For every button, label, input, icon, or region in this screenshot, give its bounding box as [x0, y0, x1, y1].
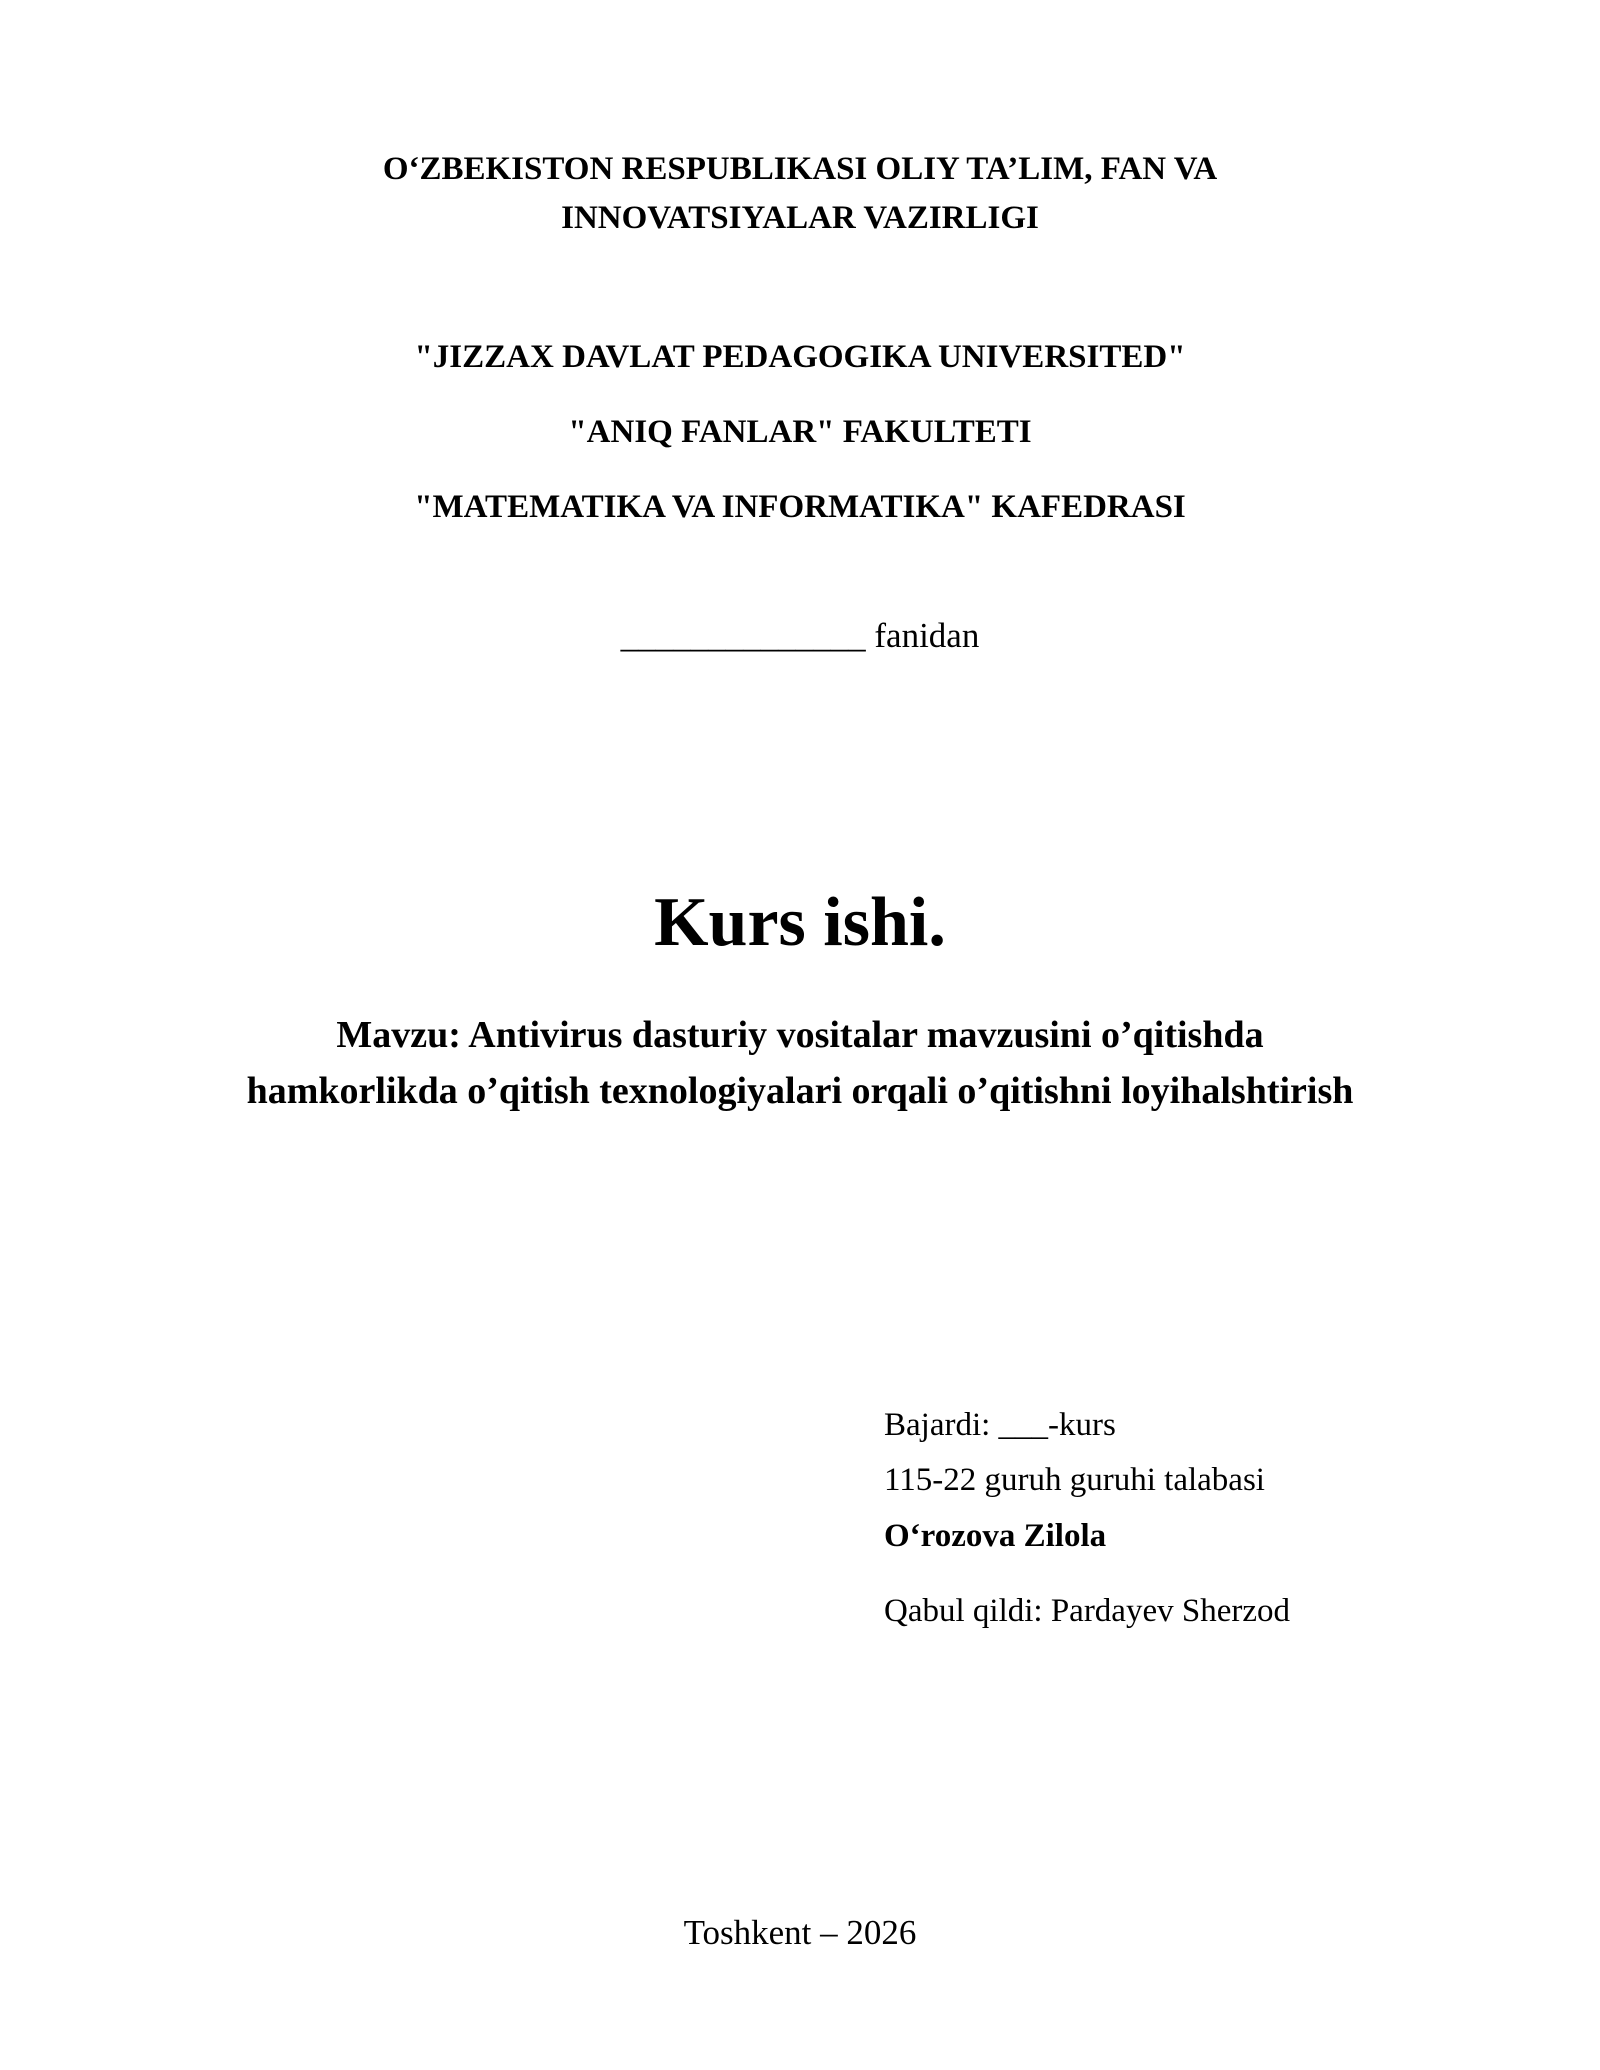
- ministry-line-2: INNOVATSIYALAR VAZIRLIGI: [561, 200, 1039, 236]
- faculty-name: "ANIQ FANLAR" FAKULTETI: [568, 414, 1032, 450]
- accepted-by: Qabul qildi: Pardayev Sherzod: [884, 1593, 1290, 1629]
- topic-line-2: hamkorlikda o’qitish texnologiyalari orqali o’qitishni loyihalshtirish: [246, 1070, 1354, 1112]
- student-name: O‘rozova Zilola: [884, 1518, 1107, 1554]
- ministry-line-1: O‘ZBEKISTON RESPUBLIKASI OLIY TA’LIM, FAN VA: [382, 151, 1218, 187]
- department-name: "MATEMATIKA VA INFORMATIKA" KAFEDRASI: [414, 489, 1186, 525]
- document-title: Kurs ishi.: [654, 884, 946, 961]
- topic-line-1: Mavzu: Antivirus dasturiy vositalar mavzusini o’qitishda: [336, 1014, 1264, 1056]
- university-name: "JIZZAX DAVLAT PEDAGOGIKA UNIVERSITED": [414, 339, 1186, 375]
- subject-line: ______________ fanidan: [620, 616, 980, 655]
- footer-city-year: Toshkent – 2026: [683, 1913, 917, 1952]
- performed-by-label: Bajardi: ___-kurs: [884, 1407, 1116, 1443]
- student-group: 115-22 guruh guruhi talabasi: [884, 1462, 1265, 1498]
